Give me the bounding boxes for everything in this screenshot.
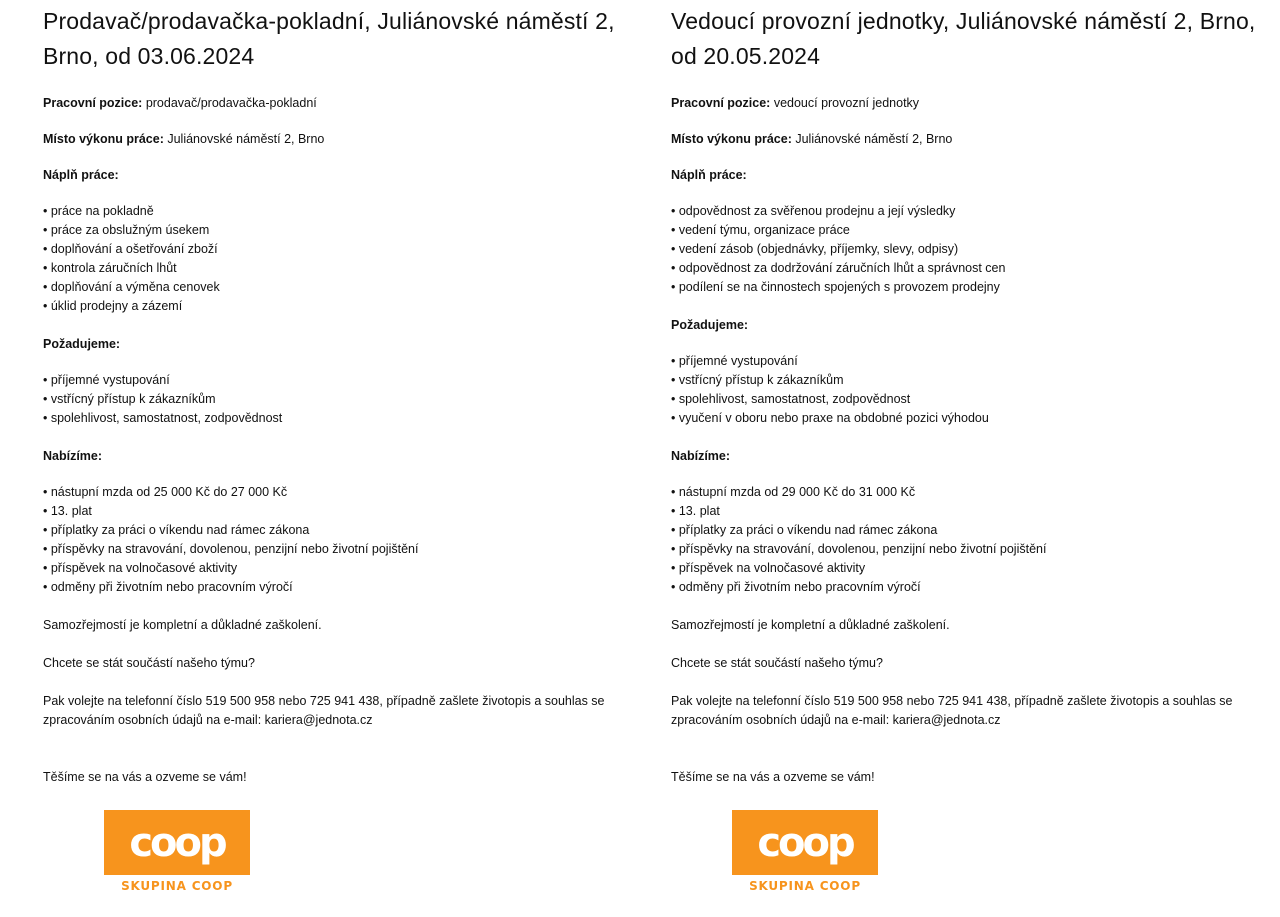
closing-text: Těšíme se na vás a ozveme se vám! — [671, 770, 875, 784]
list-item: • 13. plat — [43, 502, 633, 521]
coop-logo-icon — [104, 810, 250, 875]
list-item: • spolehlivost, samostatnost, zodpovědnost — [43, 409, 633, 428]
join-question: Chcete se stát součástí našeho týmu? — [671, 656, 883, 670]
list-item: • úklid prodejny a zázemí — [43, 297, 633, 316]
list-item: • odměny při životním nebo pracovním výročí — [43, 578, 633, 597]
job-title: Vedoucí provozní jednotky, Juliánovské náměstí 2, Brno, od 20.05.2024 — [671, 8, 1256, 69]
list-item: • příspěvky na stravování, dovolenou, penzijní nebo životní pojištění — [671, 540, 1261, 559]
training-note: Samozřejmostí je kompletní a důkladné zaškolení. — [43, 618, 322, 632]
join-question: Chcete se stát součástí našeho týmu? — [43, 656, 255, 670]
place-label: Místo výkonu práce: — [43, 132, 164, 146]
list-item: • příspěvek na volnočasové aktivity — [43, 559, 633, 578]
position-field — [43, 95, 633, 111]
contact-text: Pak volejte na telefonní číslo 519 500 958 nebo 725 941 438, případně zašlete životopis a souhlas se zpracováním osobních údajů na e-mail: kariera@jednota.cz — [671, 694, 1233, 727]
coop-logo — [732, 810, 878, 893]
list-item: • doplňování a výměna cenovek — [43, 278, 633, 297]
training-note: Samozřejmostí je kompletní a důkladné zaškolení. — [671, 618, 950, 632]
list-item: • vstřícný přístup k zákazníkům — [43, 390, 633, 409]
logo-wordmark: coop — [129, 819, 225, 866]
position-value: prodavač/prodavačka-pokladní — [142, 96, 317, 110]
list-item: • práce na pokladně — [43, 202, 633, 221]
duties-list — [43, 202, 633, 316]
list-item: • vstřícný přístup k zákazníkům — [671, 371, 1261, 390]
requirements-heading: Požadujeme: — [671, 318, 749, 332]
logo-wordmark: coop — [757, 819, 853, 866]
place-label: Místo výkonu práce: — [671, 132, 792, 146]
requirements-heading: Požadujeme: — [43, 337, 121, 351]
logo-subtitle: SKUPINA COOP — [749, 879, 861, 893]
place-field — [43, 131, 633, 147]
list-item: • podílení se na činnostech spojených s provozem prodejny — [671, 278, 1261, 297]
list-item: • příplatky za práci o víkendu nad rámec zákona — [671, 521, 1261, 540]
list-item: • spolehlivost, samostatnost, zodpovědnost — [671, 390, 1261, 409]
coop-logo-icon — [732, 810, 878, 875]
job-title: Prodavač/prodavačka-pokladní, Juliánovské náměstí 2, Brno, od 03.06.2024 — [43, 8, 615, 69]
list-item: • příspěvky na stravování, dovolenou, penzijní nebo životní pojištění — [43, 540, 633, 559]
job-ad-cashier — [43, 0, 633, 893]
offers-list — [671, 483, 1261, 597]
contact-text: Pak volejte na telefonní číslo 519 500 958 nebo 725 941 438, případně zašlete životopis a souhlas se zpracováním osobních údajů na e-mail: kariera@jednota.cz — [43, 694, 605, 727]
duties-heading: Náplň práce: — [43, 168, 119, 182]
list-item: • vyučení v oboru nebo praxe na obdobné pozici výhodou — [671, 409, 1261, 428]
position-value: vedoucí provozní jednotky — [770, 96, 920, 110]
duties-heading: Náplň práce: — [671, 168, 747, 182]
job-ad-manager — [671, 0, 1261, 893]
list-item: • odpovědnost za dodržování záručních lhůt a správnost cen — [671, 259, 1261, 278]
place-value: Juliánovské náměstí 2, Brno — [163, 132, 325, 146]
list-item: • příjemné vystupování — [671, 352, 1261, 371]
position-field — [671, 95, 1261, 111]
list-item: • práce za obslužným úsekem — [43, 221, 633, 240]
list-item: • kontrola záručních lhůt — [43, 259, 633, 278]
list-item: • vedení zásob (objednávky, příjemky, slevy, odpisy) — [671, 240, 1261, 259]
coop-logo — [104, 810, 250, 893]
position-label: Pracovní pozice: — [671, 96, 771, 110]
list-item: • odpovědnost za svěřenou prodejnu a její výsledky — [671, 202, 1261, 221]
list-item: • příjemné vystupování — [43, 371, 633, 390]
list-item: • doplňování a ošetřování zboží — [43, 240, 633, 259]
closing-text: Těšíme se na vás a ozveme se vám! — [43, 770, 247, 784]
requirements-list — [43, 371, 633, 428]
list-item: • nástupní mzda od 29 000 Kč do 31 000 Kč — [671, 483, 1261, 502]
logo-subtitle: SKUPINA COOP — [121, 879, 233, 893]
offers-heading: Nabízíme: — [671, 449, 731, 463]
list-item: • příplatky za práci o víkendu nad rámec zákona — [43, 521, 633, 540]
offers-list — [43, 483, 633, 597]
duties-list — [671, 202, 1261, 297]
position-label: Pracovní pozice: — [43, 96, 143, 110]
list-item: • nástupní mzda od 25 000 Kč do 27 000 Kč — [43, 483, 633, 502]
list-item: • odměny při životním nebo pracovním výročí — [671, 578, 1261, 597]
list-item: • 13. plat — [671, 502, 1261, 521]
requirements-list — [671, 352, 1261, 428]
place-field — [671, 131, 1261, 147]
offers-heading: Nabízíme: — [43, 449, 103, 463]
list-item: • příspěvek na volnočasové aktivity — [671, 559, 1261, 578]
place-value: Juliánovské náměstí 2, Brno — [791, 132, 953, 146]
list-item: • vedení týmu, organizace práce — [671, 221, 1261, 240]
